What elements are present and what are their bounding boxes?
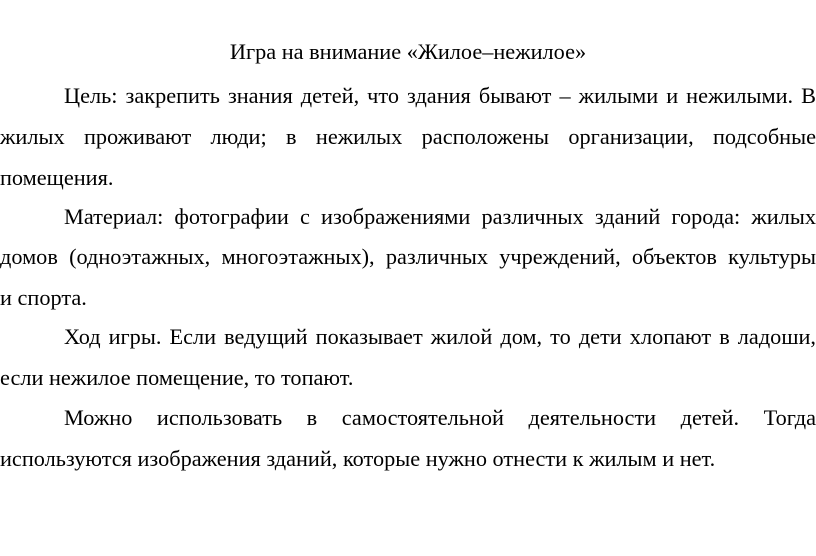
paragraph-line: и спорта.: [0, 285, 87, 310]
paragraph-line: используются изображения зданий, которые нужно отнести к жилым и нет.: [0, 446, 716, 471]
paragraph-line: Можно использовать в самостоятельной деятельности детей. Тогда: [64, 405, 816, 430]
paragraph-line: помещения.: [0, 165, 114, 190]
paragraph-line: жилых проживают люди; в нежилых расположены организации, подсобные: [0, 124, 816, 149]
paragraph-line: Цель: закрепить знания детей, что здания бывают – жилыми и нежилыми. В: [64, 83, 816, 108]
paragraph-line: Ход игры. Если ведущий показывает жилой дом, то дети хлопают в ладоши,: [64, 324, 816, 349]
paragraph-line: домов (одноэтажных, многоэтажных), различных учреждений, объектов культуры: [0, 244, 816, 269]
document-title: Игра на внимание «Жилое–нежилое»: [229, 39, 587, 64]
paragraph-line: если нежилое помещение, то топают.: [0, 365, 354, 390]
paragraph-line: Материал: фотографии с изображениями различных зданий города: жилых: [64, 204, 816, 229]
